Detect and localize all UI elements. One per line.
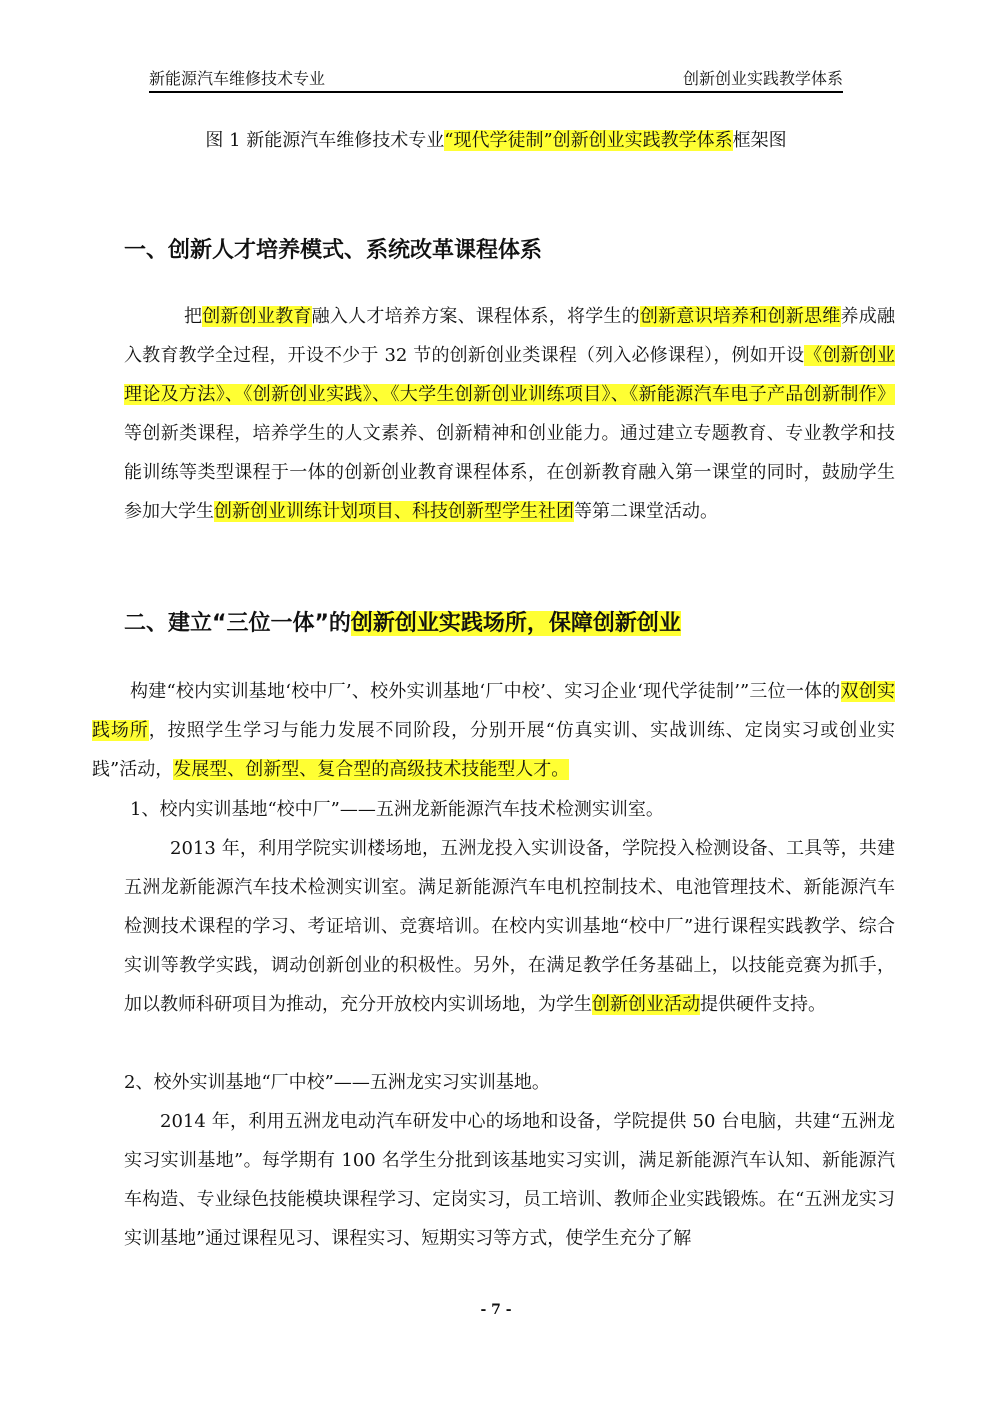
list-item-1: 1、校内实训基地“校中厂”——五洲龙新能源汽车技术检测实训室。: [130, 799, 664, 820]
section-1-heading: 一、创新人才培养模式、系统改革课程体系: [124, 238, 543, 263]
caption-prefix: 图 1 新能源汽车维修技术专业: [205, 130, 445, 151]
p1-highlight-course-list: 《创新创业理论及方法》、《创新创业实践》、《大学生创新创业训练项目》、《新能源汽车电子产品创新制作》: [124, 345, 895, 405]
header-rule: [149, 91, 843, 93]
section-2-heading-a: 二、建立“三位一体”的: [124, 611, 351, 636]
p2-highlight-practice-venue: 双创实践场所: [92, 681, 896, 741]
p1-text-e: 养成融入教育教学全过程，开设不少于 32 节的创新创业类课程（列入必修课程），例如开设: [124, 306, 896, 366]
p1-highlight-innovation-education: 创新创业教育: [202, 306, 312, 327]
section-2-heading: [124, 606, 681, 637]
p2-highlight-talent-goal: 发展型、创新型、复合型的高级技术技能型人才。: [173, 759, 570, 780]
section-1-paragraph: [124, 297, 895, 531]
header-right-title: 创新创业实践教学体系: [682, 69, 843, 88]
caption-suffix: 框架图: [732, 130, 787, 151]
p1-highlight-innovation-awareness: 创新意识培养和创新思维: [639, 306, 841, 327]
p1-text-i: 等第二课堂活动。: [574, 501, 718, 522]
section-2-paragraph-3: [124, 829, 895, 1024]
page-number: - 7 -: [480, 1302, 512, 1318]
p1-text-a: 把: [184, 306, 203, 327]
p1-text-g: 等创新类课程，培养学生的人文素养、创新精神和创业能力。通过建立专题教育、专业教学和技能训练等类型课程于一体的创新创业教育课程体系，在创新教育融入第一课堂的同时，鼓励学生参加大学生: [124, 423, 895, 522]
header-left-title: 新能源汽车维修技术专业: [149, 69, 326, 88]
figure-caption: [0, 126, 992, 152]
p2-text-a: 构建“校内实训基地‘校中厂’、校外实训基地‘厂中校’、实习企业‘现代学徒制’”三位一体的: [130, 681, 841, 702]
p1-highlight-training-projects: 创新创业训练计划项目、科技创新型学生社团: [214, 501, 574, 522]
section-2-paragraph-4: [124, 1102, 895, 1258]
list-item-2: 2、校外实训基地“厂中校”——五洲龙实习实训基地。: [124, 1072, 550, 1093]
p3-highlight-activities: 创新创业活动: [592, 994, 700, 1015]
p1-text-c: 融入人才培养方案、课程体系，将学生的: [311, 306, 640, 327]
page-header: [149, 66, 843, 92]
section-2-paragraph: [92, 672, 895, 789]
p3-text-c: 提供硬件支持。: [700, 994, 826, 1015]
p4-text: 2014 年，利用五洲龙电动汽车研发中心的场地和设备，学院提供 50 台电脑，共建“五洲龙实习实训基地”。每学期有 100 名学生分批到该基地实习实训，满足新能源汽车认知、新能源汽车构造、专业绿色技能模块课程学习、定岗实习，员工培训、教师企业实践锻炼。在“五洲龙实习实训基地”通过课程见习、课程实习、短期实习等方式，使学生充分了解: [124, 1111, 895, 1249]
section-2-heading-highlight: 创新创业实践场所，保障创新创业: [350, 611, 681, 636]
caption-highlight: “现代学徒制”创新创业实践教学体系: [444, 130, 733, 151]
p2-text-c: ，按照学生学习与能力发展不同阶段，分别开展“仿真实训、实战训练、定岗实习或创业实践”活动，: [92, 720, 895, 780]
p3-text-a: 2013 年，利用学院实训楼场地，五洲龙投入实训设备，学院投入检测设备、工具等，共建五洲龙新能源汽车技术检测实训室。满足新能源汽车电机控制技术、电池管理技术、新能源汽车检测技术课程的学习、考证培训、竞赛培训。在校内实训基地“校中厂”进行课程实践教学、综合实训等教学实践，调动创新创业的积极性。另外，在满足教学任务基础上，以技能竞赛为抓手，加以教师科研项目为推动，充分开放校内实训场地，为学生: [124, 838, 895, 1015]
